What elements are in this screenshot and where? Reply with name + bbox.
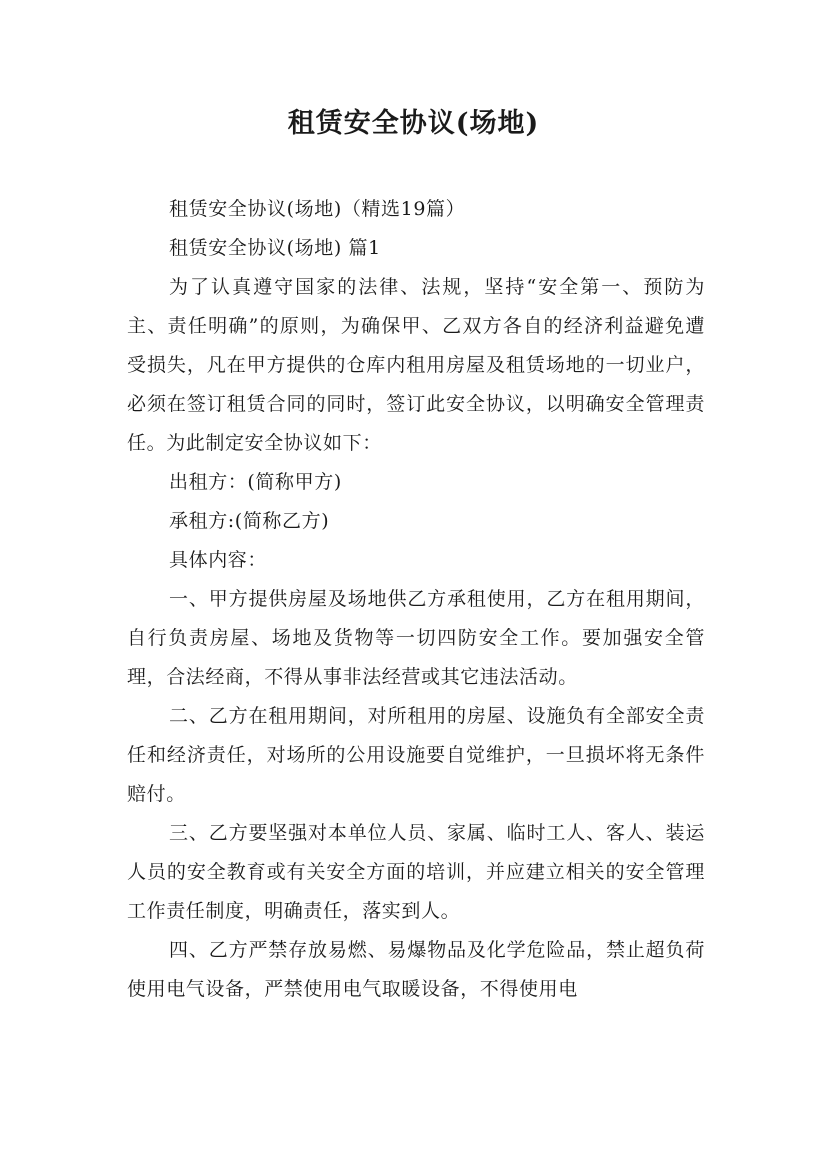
subtitle-paragraph: 租赁安全协议(场地)（精选19篇） (169, 198, 466, 220)
lessor-line: 出租方：(简称甲方) (169, 471, 342, 493)
clause-3: 三、乙方要坚强对本单位人员、家属、临时工人、客人、装运人员的安全教育或有关安全方面的培训，并应建立相关的安全管理工作责任制度，明确责任，落实到人。 (127, 822, 705, 922)
document-body (127, 190, 705, 1009)
content-heading: 具体内容： (169, 549, 268, 571)
section-heading: 租赁安全协议(场地) 篇1 (169, 237, 381, 259)
document-title: 租赁安全协议(场地) (287, 108, 540, 139)
intro-paragraph: 为了认真遵守国家的法律、法规，坚持“安全第一、预防为主、责任明确”的原则，为确保甲、乙双方各自的经济利益避免遭受损失，凡在甲方提供的仓库内租用房屋及租赁场地的一切业户，必须在签订租赁合同的同时，签订此安全协议，以明确安全管理责任。为此制定安全协议如下： (127, 276, 705, 454)
clause-4: 四、乙方严禁存放易燃、易爆物品及化学危险品，禁止超负荷使用电气设备，严禁使用电气取暖设备，不得使用电 (127, 939, 705, 1000)
clause-2: 二、乙方在租用期间，对所租用的房屋、设施负有全部安全责任和经济责任，对场所的公用设施要自觉维护，一旦损坏将无条件赔付。 (127, 705, 705, 805)
clause-1: 一、甲方提供房屋及场地供乙方承租使用，乙方在租用期间，自行负责房屋、场地及货物等一切四防安全工作。要加强安全管理，合法经商，不得从事非法经营或其它违法活动。 (127, 588, 705, 688)
lessee-line: 承租方:(简称乙方) (169, 510, 330, 532)
